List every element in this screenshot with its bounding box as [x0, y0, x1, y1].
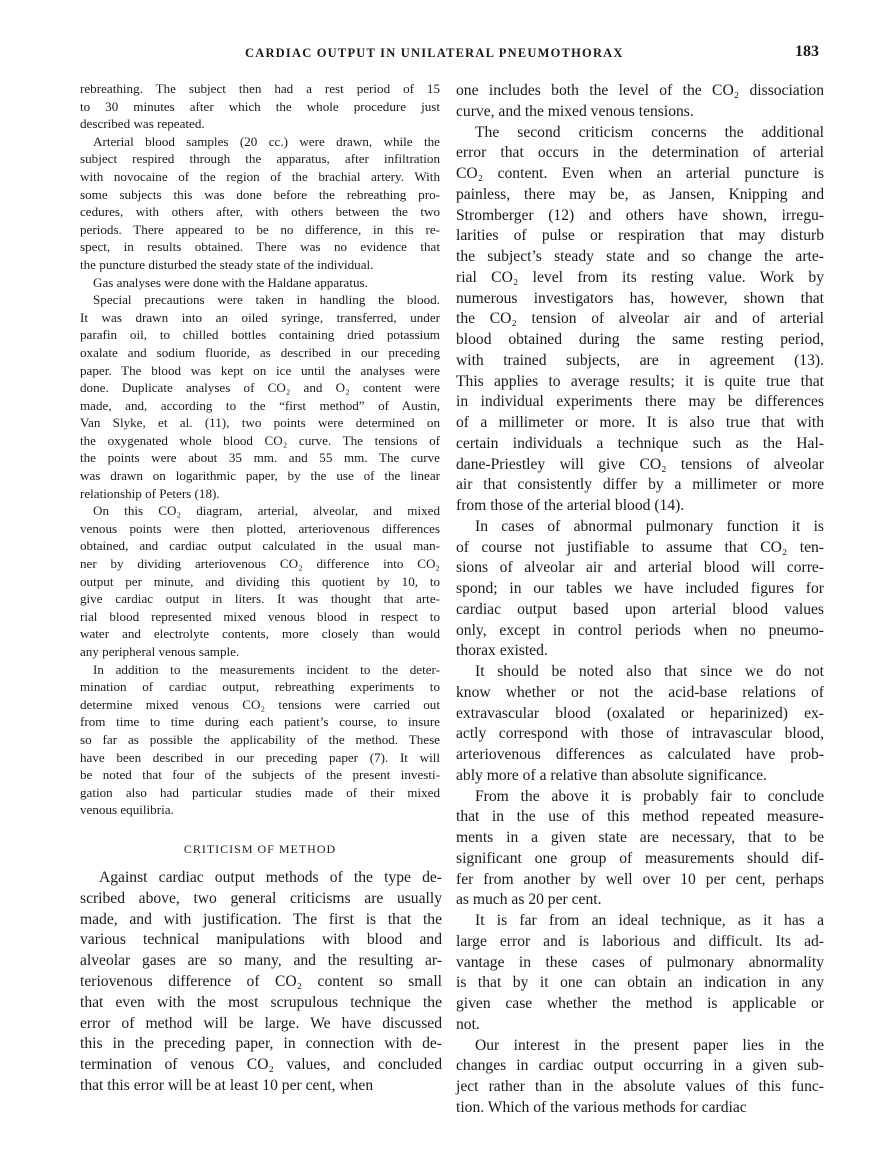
text-line: fer from another by well over 10 per cent, perhaps — [456, 870, 824, 888]
paragraph — [80, 661, 440, 819]
text-line: This applies to average results; it is quite true that — [456, 372, 824, 390]
paragraph — [80, 502, 440, 660]
text-line: the CO₂ tension of alveolar air and of arterial — [456, 310, 824, 328]
text-line: is that by it one can obtain an indication in any — [456, 974, 824, 992]
text-line: rial blood represented mixed venous blood in respect to — [80, 608, 440, 624]
text-line: rebreathing. The subject then had a rest period of 15 — [80, 81, 440, 96]
text-line: It was drawn into an oiled syringe, transferred, under — [80, 309, 440, 325]
text-line: the puncture disturbed the steady state of the individual. — [80, 256, 374, 272]
text-line: in individual experiments there may be differences — [456, 393, 824, 411]
text-line: dane-Priestley will give CO₂ tensions of alveolar — [456, 455, 824, 473]
paragraph — [456, 123, 824, 517]
text-line: curve, and the mixed venous tensions. — [456, 102, 694, 120]
text-line: The second criticism concerns the additional — [475, 123, 824, 141]
text-line: oxalate and sodium fluoride, as described in our preceding — [80, 344, 440, 360]
paragraph — [456, 517, 824, 662]
text-line: this in the preceding paper, in connection with de- — [80, 1035, 442, 1053]
text-line: From the above it is probably fair to conclude — [475, 787, 824, 805]
text-line: blood obtained during the same resting period, — [456, 331, 824, 348]
text-line: give cardiac output in liters. It was thought that arte- — [80, 591, 440, 607]
text-line: It should be noted also that since we do not — [475, 663, 824, 680]
text-line: rial CO₂ level from its resting value. Work by — [456, 268, 824, 286]
text-line: ject rather than in the absolute values of this func- — [456, 1078, 824, 1095]
paragraph — [456, 787, 824, 912]
text-line: not. — [456, 1015, 480, 1033]
text-line: In cases of abnormal pulmonary function it is — [475, 517, 824, 535]
text-line: actly correspond with those of intravascular blood, — [456, 725, 824, 743]
text-line: alveolar gases are so many, and the resulting ar- — [80, 952, 442, 970]
text-line: of course not justifiable to assume that CO₂ ten- — [456, 538, 824, 556]
text-line: various technical manipulations with blood and — [80, 931, 442, 949]
text-line: Against cardiac output methods of the type de- — [99, 869, 442, 886]
text-line: some subjects this was done before the rebreathing pro- — [80, 186, 440, 202]
text-line: know whether or not the acid-base relations of — [456, 683, 824, 701]
text-line: obtained, and cardiac output calculated in the usual man- — [80, 538, 440, 554]
text-line: It is far from an ideal technique, as it has a — [475, 912, 824, 929]
text-line: only, except in control periods when no pneumo- — [456, 621, 824, 639]
text-line: as much as 20 per cent. — [456, 891, 602, 909]
text-line: output per minute, and dividing this quotient by 10, to — [80, 573, 440, 589]
text-line: teriovenous difference of CO₂ content so small — [80, 972, 442, 990]
text-line: tion. Which of the various methods for cardiac — [456, 1098, 747, 1116]
page-number: 183 — [795, 43, 819, 60]
right-column-body — [456, 81, 824, 1119]
left-column-section-body — [80, 868, 442, 1097]
text-line: Van Slyke, et al. (11), two points were determined on — [80, 415, 440, 431]
text-line: subject respired through the apparatus, after infiltration — [80, 151, 440, 167]
left-column-body — [80, 80, 440, 819]
text-line: venous equilibria. — [80, 802, 174, 818]
text-line: thorax existed. — [456, 642, 548, 660]
text-line: mination of cardiac output, rebreathing experiments to — [80, 679, 440, 695]
text-line: certain individuals a technique such as the Hal- — [456, 434, 824, 452]
text-line: extravascular blood (oxalated or heparinized) ex- — [456, 704, 824, 722]
paragraph — [456, 1036, 824, 1119]
text-line: significant one group of measurements should dif- — [456, 849, 824, 867]
text-line: determine mixed venous CO₂ tensions were carried out — [80, 696, 440, 712]
text-line: painless, there may be, as Jansen, Knipping and — [456, 185, 824, 203]
text-line: given case whether the method is applicable or — [456, 995, 824, 1012]
text-line: periods. There appeared to be no difference, in this re- — [80, 221, 440, 237]
paragraph — [456, 662, 824, 787]
text-line: the oxygenated whole blood CO₂ curve. The tensions of — [80, 432, 440, 448]
text-line: Arterial blood samples (20 cc.) were drawn, while the — [93, 133, 440, 149]
text-line: numerous investigators has, however, shown that — [456, 289, 824, 307]
text-line: gation also had particular studies made of their mixed — [80, 784, 440, 800]
text-line: ments in a given state are necessary, that to be — [456, 829, 824, 846]
text-line: one includes both the level of the CO₂ dissociation — [456, 82, 824, 99]
text-line: to 30 minutes after which the whole procedure just — [80, 98, 440, 114]
text-line: air that consistently differ by a millimeter or more — [456, 476, 824, 494]
paragraph — [456, 911, 824, 1036]
text-line: ner by dividing arteriovenous CO₂ difference into CO₂ — [80, 556, 440, 572]
paragraph — [80, 133, 440, 274]
text-line: spond; in our tables we have included figures for — [456, 580, 824, 597]
text-line: CO₂ content. Even when an arterial puncture is — [456, 165, 824, 182]
text-line: In addition to the measurements incident to the deter- — [93, 661, 440, 677]
paragraph — [80, 274, 440, 292]
text-line: with trained subjects, are in agreement (13). — [456, 351, 824, 369]
text-line: so far as possible the applicability of the method. These — [80, 731, 440, 747]
text-line: that this error will be at least 10 per cent, when — [80, 1076, 374, 1094]
text-line: that in the use of this method repeated measure- — [456, 808, 824, 826]
text-line: On this CO₂ diagram, arterial, alveolar, and mixed — [93, 503, 440, 519]
text-line: cardiac output based upon arterial blood values — [456, 600, 824, 618]
text-line: parafin oil, to chilled bottles containing dried potassium — [80, 327, 440, 343]
text-line: water and electrolyte contents, more closely than would — [80, 626, 440, 642]
text-line: Special precautions were taken in handling the blood. — [93, 292, 440, 308]
text-line: error that occurs in the determination of arterial — [456, 144, 824, 162]
text-line: that even with the most scrupulous technique the — [80, 993, 442, 1011]
text-line: made, and with justification. The first is that the — [80, 910, 442, 928]
text-line: from those of the arterial blood (14). — [456, 497, 685, 514]
text-line: error of method will be large. We have discussed — [80, 1014, 442, 1032]
section-heading: CRITICISM OF METHOD — [183, 842, 337, 856]
text-line: the subject’s steady state and so change the arte- — [456, 248, 824, 265]
text-line: large error and is laborious and difficult. Its ad- — [456, 932, 824, 950]
text-line: was drawn on logarithmic paper, by the use of the linear — [80, 468, 440, 484]
paragraph — [80, 80, 440, 133]
text-line: the points were about 35 mm. and 55 mm. The curve — [80, 450, 440, 466]
text-line: made, and, according to the “first method” of Austin, — [80, 397, 440, 413]
text-line: with novocaine of the region of the brachial artery. With — [80, 168, 440, 184]
text-line: arteriovenous differences as calculated have prob- — [456, 746, 824, 763]
text-line: spect, in results obtained. There was no evidence that — [80, 239, 440, 255]
text-line: Our interest in the present paper lies in the — [475, 1036, 824, 1054]
text-line: done. Duplicate analyses of CO₂ and O₂ content were — [80, 380, 440, 396]
text-line: Gas analyses were done with the Haldane apparatus. — [93, 274, 368, 290]
text-line: described was repeated. — [80, 116, 205, 132]
text-line: scribed above, two general criticisms are usually — [80, 889, 442, 907]
text-line: paper. The blood was kept on ice until the analyses were — [80, 362, 440, 378]
text-line: sions of alveolar air and arterial blood will corre- — [456, 559, 824, 577]
text-line: larities of pulse or respiration that may disturb — [456, 227, 824, 245]
paragraph — [80, 291, 440, 502]
text-line: relationship of Peters (18). — [80, 485, 220, 501]
text-line: be noted that four of the subjects of the present investi- — [80, 767, 440, 783]
text-line: ably more of a relative than absolute significance. — [456, 766, 767, 784]
text-line: cedures, with others after, with others between the two — [80, 204, 440, 220]
text-line: from time to time during each patient’s course, to insure — [80, 714, 440, 730]
text-line: changes in cardiac output occurring in a given sub- — [456, 1057, 824, 1075]
paragraph — [80, 868, 442, 1097]
text-line: venous points were then plotted, arteriovenous differences — [80, 520, 440, 536]
text-line: termination of venous CO₂ values, and concluded — [80, 1056, 442, 1074]
text-line: of a millimeter or more. It is also true that with — [456, 414, 824, 431]
paragraph — [456, 81, 824, 123]
text-line: have been described in our preceding paper (7). It will — [80, 749, 440, 765]
text-line: vantage in these cases of pulmonary abnormality — [456, 953, 824, 971]
text-line: Stromberger (12) and others have shown, irregu- — [456, 206, 824, 224]
text-line: any peripheral venous sample. — [80, 644, 240, 659]
running-head-title: CARDIAC OUTPUT IN UNILATERAL PNEUMOTHORAX — [245, 46, 624, 60]
